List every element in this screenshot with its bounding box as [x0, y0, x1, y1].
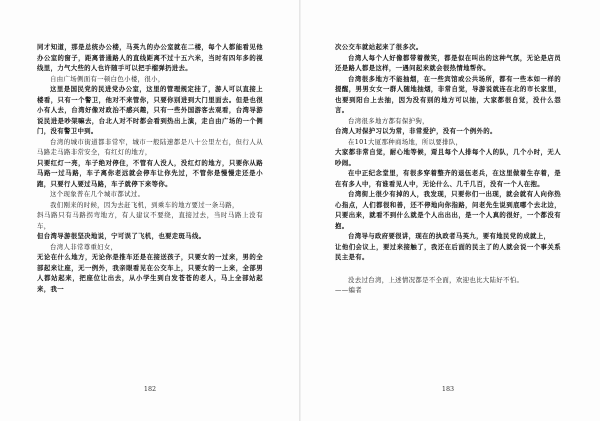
- right-paragraph-1: 次公交车就站起来了很多次。: [335, 43, 423, 51]
- right-paragraph-4: 台湾很多地方都有保护狗，: [348, 116, 429, 125]
- right-page: [335, 42, 561, 382]
- left-paragraph-8: 斜马路只有马路拐弯地方，有人建议不要绕，直接过去，当时马路上没有车，: [37, 211, 263, 230]
- left-paragraph-7: 我们刚来的时候，因为去赶飞机，到乘车的地方要过一条马路，: [50, 200, 239, 209]
- left-paragraph-4: 台湾的城市街道都非常窄，城市一般陆速都是八十公里左右，但行人从马路走马路非常安全，有红灯的地方，: [37, 137, 263, 156]
- left-paragraph-1: 同才知道，那是总统办公楼，马英九的办公室就在二楼，每个人都能看见他办公室的窗子，距离普通路人的直线距离不过十五六米，当时有四年多的视线里，力气大些的人也许随手可以把手榴弹扔进去。: [37, 43, 263, 72]
- left-page-number: 182: [143, 385, 157, 393]
- left-paragraph-11: 无论在什么地方，无论你是推车还是在接送孩子，只要女的一过来，男的全部起来让座，无一例外，我亲眼看见在公交车上，只要女的一上来，全部男人都站起来，把座位让出去，从小学生到白发苍苍的老人，马上全部站起来，我一: [37, 253, 263, 293]
- left-paragraph-5: 只要红灯一亮，车子绝对停住，不管有人没人，没红灯的地方，只要你从路马路一过马路，车子离你老远就会停车让你先过，不管你是慢慢走还是小跑，只要行人要过马路，车子就停下来等你。: [37, 158, 263, 188]
- editor-signature: ——编者: [335, 286, 362, 294]
- left-paragraph-10: 台湾人非常尊重妇女，: [50, 242, 118, 251]
- right-paragraph-7: 大家都非常自觉，耐心地等候，甭且每个人排每个人的队，几个小时，无人吵闹。: [335, 148, 561, 167]
- left-paragraph-3: 这里是国民党的民进党办公室，这里的管理规定挂了，游人可以直接上楼看，只有一个警卫，他对不来管你，只要你别进到大门里面去。但是也很小有人去，台湾好像对政治不感兴趣，只有一些外国游客去观看，台湾导游说民进是吵架嘛去，台北人对不时都会看到热出上演，走自由广场的一个侧门，没有警卫中到。: [37, 85, 263, 135]
- left-paragraph-9: 但台湾导游很坚决地说，宁可误了飞机，也要走斑马线。: [37, 232, 206, 240]
- right-paragraph-8: 在中正纪念堂里，有很多穿着整齐的退伍老兵，在这里做着生存着，是在有多人中，有谁看见人中，无论什么、几千几百，没有一个人在抱。: [335, 169, 561, 188]
- right-paragraph-10: 台湾导与政府要很讲，现在的执政者马英九，要有地民党的成就上，: [348, 232, 551, 240]
- right-paragraph-9: 台湾街上很少有掉的人，我发现，只要你们一出现，就会就有人向你热心指点，人们都很和善，还不停地向你指路，问老先生说到底哪个去北边，只要出来，就看不到什么就是个人出出出，是一个人真的很好，一个都没有抱。: [335, 190, 561, 230]
- left-page: [37, 42, 263, 382]
- left-paragraph-6: 这个现象普在几个城市都试过。: [50, 190, 145, 198]
- right-paragraph-6: 在101大厦那种商场地，所以要排队，: [348, 137, 463, 146]
- closing-note: 没去过台湾，上述情况都是不全面，欢迎也比大陆好不怕。: [348, 275, 524, 284]
- right-paragraph-11: 让他们会议上，要过来接触了，我还在后面的民主了的人就会说一个事关系民主是有。: [335, 242, 561, 261]
- right-paragraph-5: 台湾人对保护习以为常，非常爱护，没有一个例外的。: [335, 127, 497, 135]
- right-paragraph-2: 台湾人每个人好像都带着微笑，都是似在叫出的这种气氛，无论是店员还是路人都是这样，一遇问起来就会很热情地帮你。: [335, 53, 561, 72]
- left-paragraph-2: 自由广场侧面有一顿白色小楼，很小，: [50, 74, 165, 83]
- right-paragraph-3: 台湾很多地方不能抽烟，在一些宾馆或公共场所，都有一些本如一样的提醒，男男女女一群人随地抽烟，非常自觉，导游说就连在北的市长家里，也要到阳台上去抽，因为没有别的地方可以抽，大家都很自觉，没什么怨言。: [335, 74, 561, 114]
- book-gutter: [299, 0, 301, 421]
- right-page-number: 183: [441, 385, 455, 393]
